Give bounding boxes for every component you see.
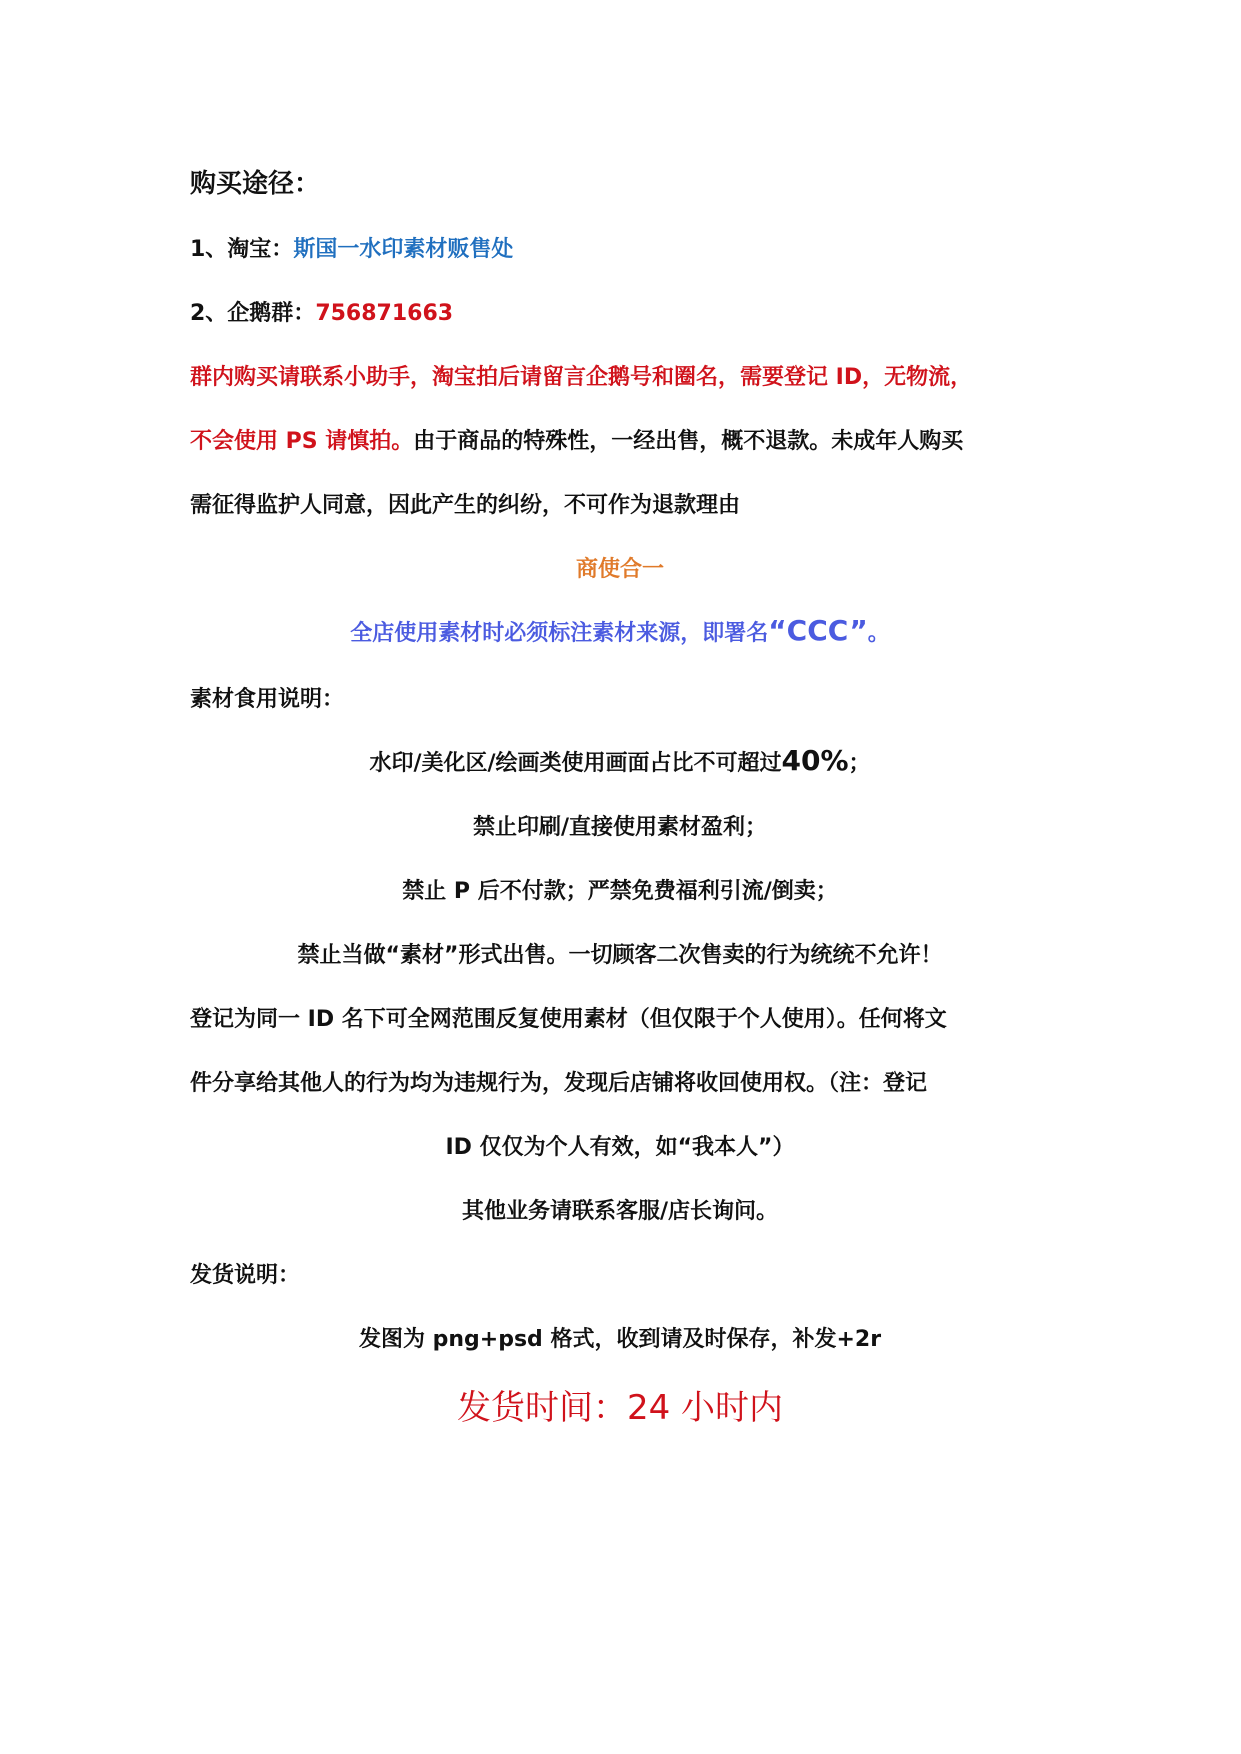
taobao-prefix: 1、淘宝： (190, 237, 294, 262)
usage-rule-5-line-3: ID 仅仅为个人有效，如“我本人”） (445, 1135, 795, 1160)
rule-1-percent: 40% (781, 744, 849, 777)
attribution-name: “CCC” (768, 614, 868, 647)
shipping-time: 发货时间：24 小时内 (456, 1388, 784, 1428)
purchase-heading: 购买途径： (190, 169, 321, 199)
usage-rule-4: 禁止当做“素材”形式出售。一切顾客二次售卖的行为统统不允许！ (297, 943, 943, 968)
taobao-shop-link[interactable]: 斯国一水印素材贩售处 (293, 237, 514, 262)
purchase-notice-line-3: 需征得监护人同意，因此产生的纠纷，不可作为退款理由 (190, 493, 741, 518)
qq-number: 756871663 (315, 301, 454, 326)
ps-warning: 不会使用 PS 请慎拍。 (190, 429, 414, 454)
qq-prefix: 2、企鹅群： (190, 301, 316, 326)
rule-1-text: 水印/美化区/绘画类使用画面占比不可超过 (369, 751, 782, 776)
purchase-notice-line-1: 群内购买请联系小助手，淘宝拍后请留言企鹅号和圈名，需要登记 ID，无物流， (190, 365, 973, 390)
attribution-line (190, 614, 1050, 647)
taobao-line (190, 232, 1050, 263)
usage-rule-5-line-1: 登记为同一 ID 名下可全网范围反复使用素材（但仅限于个人使用）。任何将文 (190, 1007, 947, 1032)
usage-rule-2: 禁止印刷/直接使用素材盈利； (472, 815, 768, 840)
shipping-heading: 发货说明： (190, 1263, 301, 1288)
usage-rule-5-line-2: 件分享给其他人的行为均为违规行为，发现后店铺将收回使用权。（注：登记 (190, 1071, 928, 1096)
attribution-end: 。 (867, 621, 890, 646)
attribution-text: 全店使用素材时必须标注素材来源，即署名 (350, 621, 769, 646)
usage-rule-3: 禁止 P 后不付款；严禁免费福利引流/倒卖； (402, 879, 838, 904)
commercial-title: 商使合一 (575, 557, 664, 582)
shipping-format-note: 发图为 png+psd 格式，收到请及时保存，补发+2r (358, 1327, 882, 1352)
purchase-notice-line-2 (190, 424, 1050, 455)
rule-1-end: ； (848, 751, 871, 776)
usage-rule-1 (190, 744, 1050, 777)
usage-rule-6: 其他业务请联系客服/店长询问。 (461, 1199, 779, 1224)
usage-heading: 素材食用说明： (190, 687, 345, 712)
refund-policy: 由于商品的特殊性，一经出售，概不退款。未成年人购买 (413, 429, 964, 454)
qq-group-line (190, 296, 1050, 327)
